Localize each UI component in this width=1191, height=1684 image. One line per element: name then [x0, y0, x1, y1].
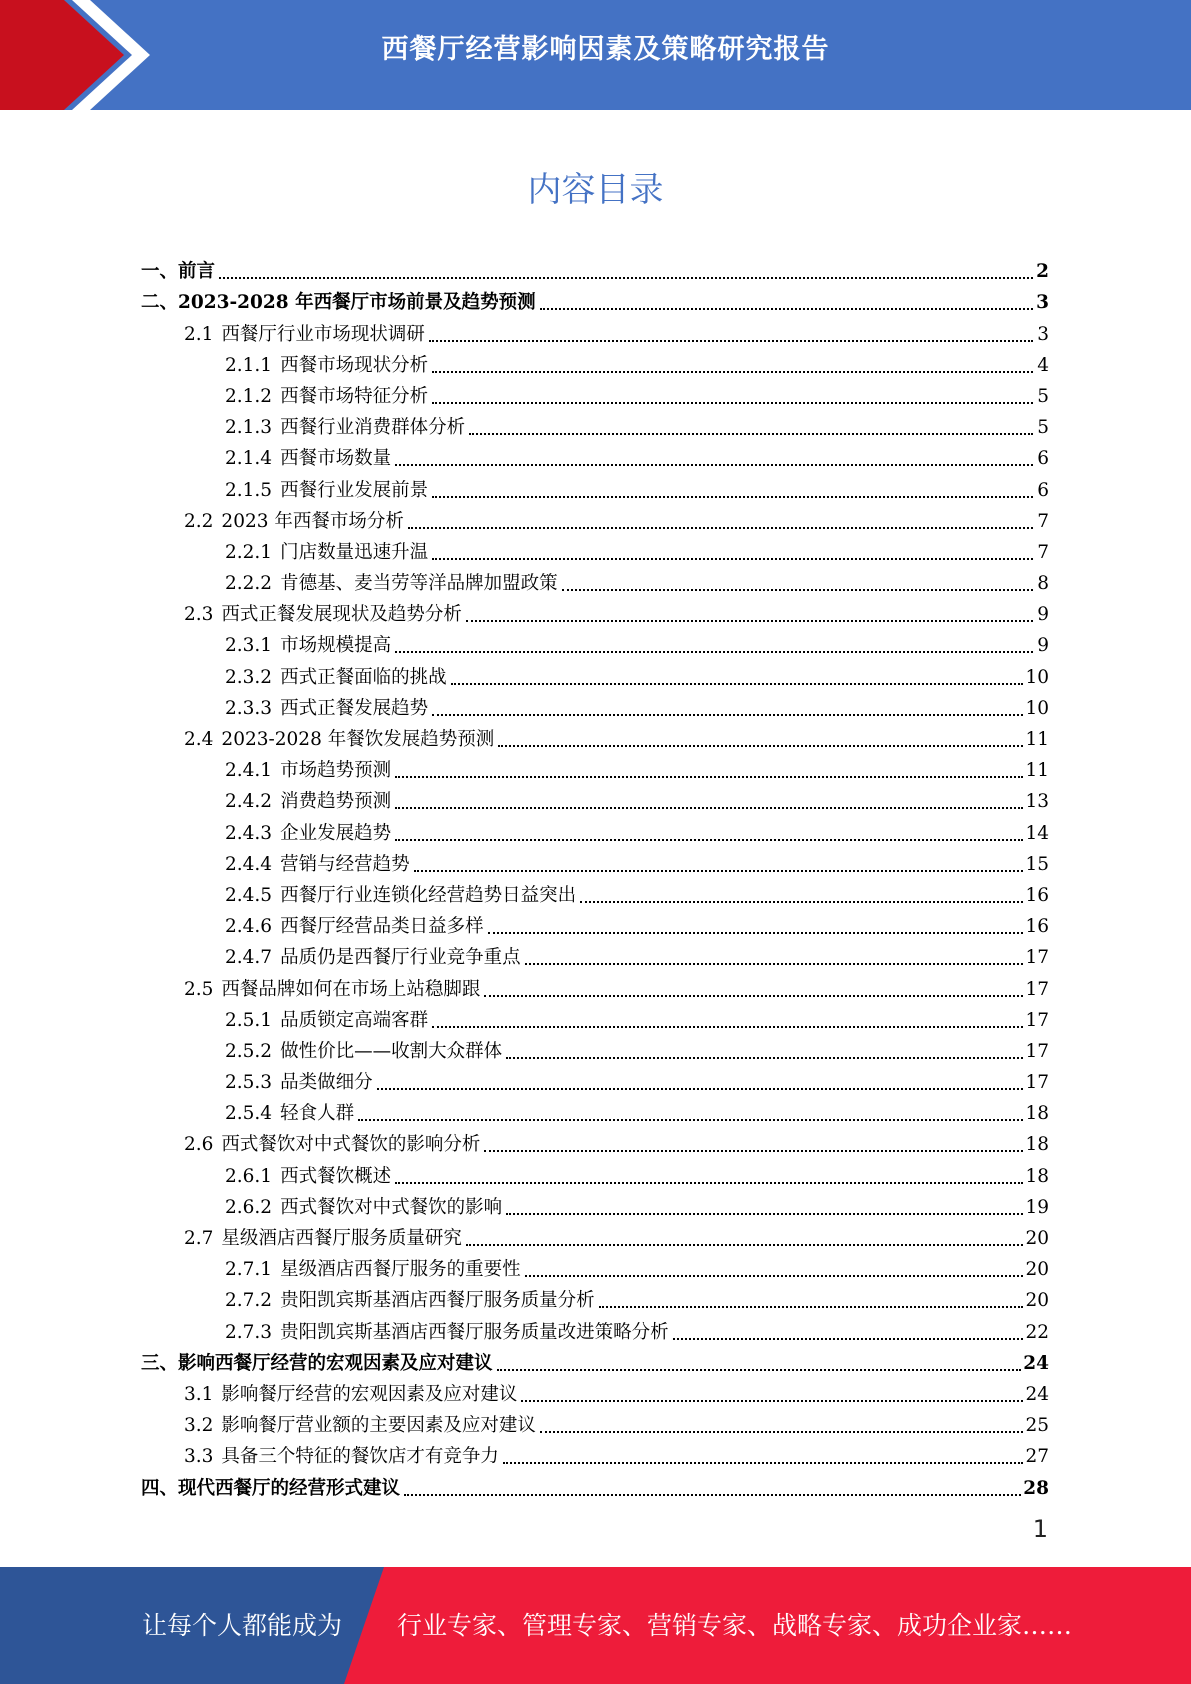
toc-dot-leader: [506, 1056, 1023, 1059]
toc-entry[interactable]: [141, 722, 1049, 753]
toc-dot-leader: [404, 1493, 1021, 1496]
toc-entry-page: 18: [1025, 1103, 1049, 1125]
toc-dot-leader: [432, 557, 1033, 560]
toc-entry-title: 2023-2028 年餐饮发展趋势预测: [221, 729, 495, 750]
toc-entry-page: 9: [1037, 604, 1049, 626]
toc-entry-page: 25: [1025, 1415, 1049, 1437]
toc-entry-page: 9: [1037, 635, 1049, 657]
toc-entry[interactable]: [141, 971, 1049, 1002]
toc-entry-number: 2.4.5: [225, 884, 273, 906]
toc-entry-title: 品质锁定高端客群: [280, 1009, 429, 1031]
toc-entry[interactable]: [141, 909, 1049, 940]
toc-entry[interactable]: [141, 254, 1049, 285]
toc-dot-leader: [414, 869, 1024, 872]
page-number: 1: [1032, 1515, 1048, 1543]
toc-entry-title: 西餐市场现状分析: [280, 354, 429, 376]
toc-entry-number: 2.7.1: [225, 1259, 273, 1281]
toc-entry-title: 贵阳凯宾斯基酒店西餐厅服务质量改进策略分析: [280, 1321, 669, 1343]
toc-dot-leader: [395, 775, 1023, 778]
toc-entry-title: 品类做细分: [280, 1072, 373, 1094]
toc-entry-page: 11: [1025, 760, 1049, 782]
toc-entry-page: 17: [1025, 947, 1049, 969]
toc-entry-page: 16: [1025, 916, 1049, 938]
toc-entry[interactable]: [141, 784, 1049, 815]
toc-entry[interactable]: [141, 659, 1049, 690]
toc-entry-number: 2.5.1: [225, 1009, 273, 1031]
toc-entry-number: 2.3.2: [225, 666, 273, 688]
toc-entry-page: 22: [1025, 1321, 1049, 1343]
toc-dot-leader: [219, 276, 1033, 279]
toc-entry-title: 具备三个特征的餐饮店才有竞争力: [221, 1446, 499, 1468]
toc-entry-title: 门店数量迅速升温: [280, 541, 429, 563]
toc-entry[interactable]: [141, 441, 1049, 472]
toc-entry-title: 星级酒店西餐厅服务质量研究: [221, 1228, 462, 1249]
toc-entry-page: 24: [1025, 1383, 1049, 1405]
toc-dot-leader: [580, 900, 1023, 903]
toc-entry[interactable]: [141, 1408, 1049, 1439]
toc-entry-number: 2.3.3: [225, 697, 273, 719]
toc-entry-page: 19: [1025, 1196, 1049, 1218]
toc-entry-title: 西餐厅经营品类日益多样: [280, 916, 484, 938]
toc-entry[interactable]: [141, 379, 1049, 410]
toc-entry-page: 14: [1025, 822, 1049, 844]
toc-dot-leader: [432, 401, 1033, 404]
toc-dot-leader: [540, 1430, 1024, 1433]
toc-entry-number: 2.7.3: [225, 1321, 273, 1343]
toc-entry[interactable]: [141, 1190, 1049, 1221]
toc-dot-leader: [395, 650, 1033, 653]
toc-entry-number: 2.7.2: [225, 1290, 273, 1312]
toc-entry-title: 营销与经营趋势: [280, 853, 410, 875]
toc-entry[interactable]: [141, 628, 1049, 659]
toc-entry-page: 6: [1037, 448, 1049, 470]
toc-entry-title: 贵阳凯宾斯基酒店西餐厅服务质量分析: [280, 1290, 595, 1312]
toc-entry-number: 2.4.3: [225, 822, 273, 844]
toc-entry-page: 20: [1025, 1290, 1049, 1312]
toc-entry-page: 28: [1023, 1477, 1049, 1499]
toc-entry-number: 2.6: [184, 1134, 214, 1156]
toc-entry-title: 消费趋势预测: [280, 791, 392, 813]
toc-dot-leader: [451, 682, 1024, 685]
toc-entry[interactable]: [141, 1096, 1049, 1127]
toc-entry-title: 市场趋势预测: [280, 760, 392, 782]
toc-dot-leader: [395, 1181, 1023, 1184]
toc-entry-number: 2.5: [184, 978, 214, 1000]
toc-entry-title: 西式餐饮对中式餐饮的影响分析: [221, 1134, 481, 1156]
toc-entry-page: 20: [1025, 1228, 1049, 1249]
toc-entry-page: 16: [1025, 884, 1049, 906]
toc-entry[interactable]: [141, 504, 1049, 535]
toc-entry-title: 影响餐厅经营的宏观因素及应对建议: [221, 1383, 518, 1405]
toc-dot-leader: [488, 931, 1024, 934]
toc-entry-page: 10: [1025, 697, 1049, 719]
toc-entry[interactable]: [141, 535, 1049, 566]
toc-entry-title: 西式正餐发展趋势: [280, 697, 429, 719]
toc-dot-leader: [525, 1274, 1024, 1277]
toc-entry-number: 2.1.3: [225, 417, 273, 439]
toc-entry-page: 3: [1036, 292, 1049, 314]
toc-entry[interactable]: [141, 878, 1049, 909]
toc-entry-number: 2.1.2: [225, 385, 273, 407]
toc-entry[interactable]: [141, 1377, 1049, 1408]
toc-entry-title: 影响西餐厅经营的宏观因素及应对建议: [178, 1352, 493, 1374]
toc-entry-number: 2.7: [184, 1228, 214, 1249]
toc-entry-page: 5: [1037, 385, 1049, 407]
toc-entry-number: 三、: [141, 1352, 179, 1374]
toc-heading: 内容目录: [527, 170, 664, 210]
toc-entry[interactable]: [141, 1314, 1049, 1345]
toc-dot-leader: [466, 1243, 1024, 1246]
toc-dot-leader: [432, 495, 1033, 498]
toc-entry-number: 2.2.2: [225, 573, 273, 595]
toc-entry[interactable]: [141, 940, 1049, 971]
toc-entry-page: 18: [1025, 1134, 1049, 1156]
toc-entry[interactable]: [141, 472, 1049, 503]
toc-entry[interactable]: [141, 1127, 1049, 1158]
toc-entry[interactable]: [141, 753, 1049, 784]
toc-entry[interactable]: [141, 815, 1049, 846]
toc-dot-leader: [408, 526, 1033, 529]
toc-dot-leader: [497, 1368, 1022, 1371]
toc-entry-number: 2.3: [184, 604, 214, 626]
toc-entry-number: 2.4.1: [225, 760, 273, 782]
toc-dot-leader: [395, 838, 1023, 841]
toc-entry-page: 13: [1025, 791, 1049, 813]
toc-entry[interactable]: [141, 691, 1049, 722]
report-title: 西餐厅经营影响因素及策略研究报告: [381, 34, 830, 65]
toc-entry-number: 2.5.2: [225, 1040, 273, 1062]
toc-entry-page: 11: [1025, 729, 1049, 750]
toc-entry[interactable]: [141, 566, 1049, 597]
toc-dot-leader: [673, 1337, 1024, 1340]
toc-dot-leader: [466, 619, 1033, 622]
toc-entry-title: 2023-2028 年西餐厅市场前景及趋势预测: [178, 292, 536, 314]
toc-entry-page: 8: [1037, 573, 1049, 595]
toc-dot-leader: [377, 1087, 1024, 1090]
toc-entry-number: 2.4.2: [225, 791, 273, 813]
toc-entry-title: 西式餐饮概述: [280, 1165, 392, 1187]
toc-entry-page: 7: [1037, 510, 1049, 532]
toc-dot-leader: [506, 1212, 1023, 1215]
toc-entry[interactable]: [141, 1252, 1049, 1283]
toc-entry-page: 24: [1023, 1352, 1049, 1374]
toc-entry-page: 3: [1037, 323, 1049, 345]
toc-entry[interactable]: [141, 1034, 1049, 1065]
toc-entry-page: 18: [1025, 1165, 1049, 1187]
toc-entry-page: 17: [1025, 1040, 1049, 1062]
toc-entry-title: 现代西餐厅的经营形式建议: [178, 1477, 401, 1499]
toc-dot-leader: [395, 463, 1033, 466]
toc-entry-title: 市场规模提高: [280, 635, 392, 657]
toc-entry-page: 17: [1025, 978, 1049, 1000]
toc-entry[interactable]: [141, 1283, 1049, 1314]
toc-entry-title: 西餐行业发展前景: [280, 479, 429, 501]
toc-entry-title: 西餐市场特征分析: [280, 385, 429, 407]
toc-entry[interactable]: [141, 410, 1049, 441]
toc-entry-page: 17: [1025, 1009, 1049, 1031]
toc-entry-page: 4: [1037, 354, 1049, 376]
toc-dot-leader: [599, 1305, 1024, 1308]
toc-entry-number: 四、: [141, 1477, 179, 1499]
toc-dot-leader: [358, 1118, 1023, 1121]
toc-entry-number: 2.4: [184, 729, 214, 750]
toc-entry-page: 2: [1036, 261, 1049, 283]
toc-entry-number: 3.3: [184, 1446, 214, 1468]
toc-entry[interactable]: [141, 1158, 1049, 1189]
toc-entry-number: 2.5.3: [225, 1072, 273, 1094]
toc-entry-number: 3.1: [184, 1383, 214, 1405]
footer-slogan-left: 让每个人都能成为: [142, 1611, 343, 1640]
toc-entry-title: 西式餐饮对中式餐饮的影响: [280, 1196, 503, 1218]
toc-dot-leader: [432, 370, 1033, 373]
toc-dot-leader: [525, 962, 1024, 965]
toc-entry-page: 17: [1025, 1072, 1049, 1094]
toc-entry-title: 西式正餐面临的挑战: [280, 666, 447, 688]
toc-entry-title: 轻食人群: [280, 1103, 355, 1125]
toc-entry-number: 2.6.2: [225, 1196, 273, 1218]
toc-dot-leader: [521, 1399, 1023, 1402]
toc-entry-number: 2.4.7: [225, 947, 273, 969]
toc-entry-number: 一、: [141, 261, 179, 283]
toc-entry-title: 西式正餐发展现状及趋势分析: [221, 604, 462, 626]
toc-entry-page: 20: [1025, 1259, 1049, 1281]
toc-entry-title: 品质仍是西餐厅行业竞争重点: [280, 947, 521, 969]
toc-entry[interactable]: [141, 597, 1049, 628]
toc-entry-title: 星级酒店西餐厅服务的重要性: [280, 1259, 521, 1281]
toc-entry-number: 2.1.1: [225, 354, 273, 376]
toc-entry-page: 27: [1025, 1446, 1049, 1468]
toc-entry[interactable]: [141, 847, 1049, 878]
toc-entry-title: 做性价比——收割大众群体: [280, 1040, 503, 1062]
toc-entry-number: 3.2: [184, 1415, 214, 1437]
toc-dot-leader: [432, 1025, 1023, 1028]
toc-dot-leader: [503, 1461, 1024, 1464]
toc-entry[interactable]: [141, 348, 1049, 379]
toc-entry-number: 2.6.1: [225, 1165, 273, 1187]
toc-dot-leader: [484, 1149, 1023, 1152]
table-of-contents: [141, 254, 1049, 1502]
toc-dot-leader: [469, 432, 1033, 435]
toc-entry-number: 2.1.4: [225, 448, 273, 470]
toc-entry-title: 西餐厅行业市场现状调研: [221, 323, 425, 345]
toc-entry[interactable]: [141, 1003, 1049, 1034]
toc-entry[interactable]: [141, 1221, 1049, 1252]
toc-entry-title: 西餐厅行业连锁化经营趋势日益突出: [280, 884, 577, 906]
toc-entry[interactable]: [141, 1346, 1049, 1377]
toc-entry-title: 企业发展趋势: [280, 822, 392, 844]
toc-dot-leader: [432, 713, 1023, 716]
toc-dot-leader: [562, 588, 1033, 591]
toc-entry-number: 2.3.1: [225, 635, 273, 657]
footer-slogan-right: 行业专家、管理专家、营销专家、战略专家、成功企业家……: [397, 1611, 1073, 1640]
toc-dot-leader: [540, 307, 1033, 310]
toc-entry-page: 15: [1025, 853, 1049, 875]
toc-entry-title: 前言: [178, 261, 216, 283]
toc-entry-page: 7: [1037, 541, 1049, 563]
toc-entry[interactable]: [141, 1470, 1049, 1501]
toc-entry-title: 西餐行业消费群体分析: [280, 417, 466, 439]
toc-entry-page: 5: [1037, 417, 1049, 439]
toc-entry-number: 2.1.5: [225, 479, 273, 501]
toc-entry-number: 2.5.4: [225, 1103, 273, 1125]
toc-entry-title: 2023 年西餐市场分析: [221, 510, 404, 532]
toc-entry-number: 2.1: [184, 323, 214, 345]
toc-entry-number: 二、: [141, 292, 179, 314]
toc-entry[interactable]: [141, 316, 1049, 347]
toc-entry-title: 西餐市场数量: [280, 448, 392, 470]
toc-dot-leader: [395, 806, 1023, 809]
toc-entry-title: 肯德基、麦当劳等洋品牌加盟政策: [280, 573, 558, 595]
toc-entry-number: 2.2: [184, 510, 214, 532]
toc-entry[interactable]: [141, 1439, 1049, 1470]
toc-entry-number: 2.4.4: [225, 853, 273, 875]
toc-entry-title: 影响餐厅营业额的主要因素及应对建议: [221, 1415, 536, 1437]
toc-entry-page: 10: [1025, 666, 1049, 688]
toc-entry-title: 西餐品牌如何在市场上站稳脚跟: [221, 978, 481, 1000]
toc-entry-number: 2.4.6: [225, 916, 273, 938]
toc-entry-page: 6: [1037, 479, 1049, 501]
toc-entry[interactable]: [141, 1065, 1049, 1096]
toc-dot-leader: [484, 994, 1023, 997]
toc-entry[interactable]: [141, 285, 1049, 316]
toc-dot-leader: [429, 339, 1033, 342]
toc-entry-number: 2.2.1: [225, 541, 273, 563]
toc-dot-leader: [498, 744, 1023, 747]
